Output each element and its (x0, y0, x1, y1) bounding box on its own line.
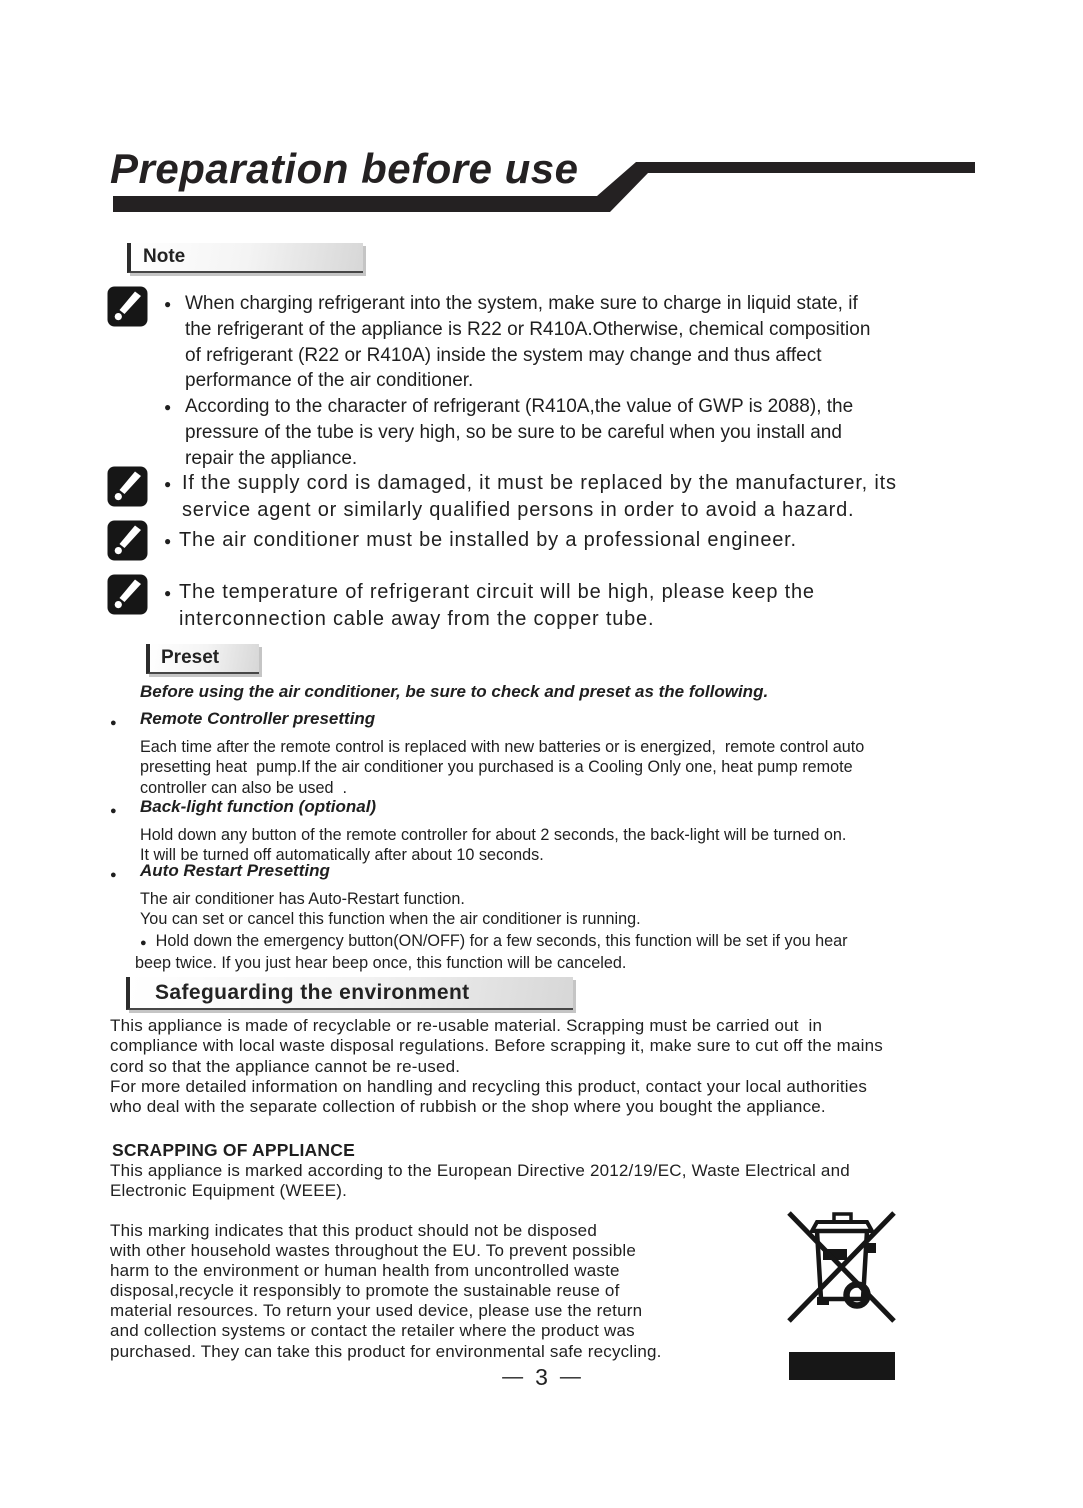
footer-dash: — (502, 1365, 524, 1388)
environment-section-header (126, 977, 573, 1010)
text-line: The air conditioner has Auto-Restart function. (140, 890, 465, 908)
warning-bullet-list (164, 286, 994, 472)
text-line: and collection systems or contact the retailer where the product was (110, 1321, 635, 1341)
preset-item-heading-row (110, 708, 990, 734)
edit-pencil-icon (107, 574, 148, 615)
warning-text (185, 291, 994, 394)
preset-item-body (140, 737, 990, 798)
text-line: purchased. They can take this product for environmental safe recycling. (110, 1341, 662, 1361)
text-line: Hold down any button of the remote controller for about 2 seconds, the back-light will be turned on. (140, 826, 847, 844)
text-line: repair the appliance. (185, 447, 358, 469)
text-line: material resources. To return your used device, please use the return (110, 1301, 643, 1321)
text-line: disposal,recycle it responsibly to promote the sustainable reuse of (110, 1281, 620, 1301)
preset-item-heading: Auto Restart Presetting (140, 861, 330, 880)
preset-intro: Before using the air conditioner, be sure to check and preset as the following. (140, 682, 769, 701)
preset-item-heading: Back-light function (optional) (140, 797, 377, 816)
edit-pencil-icon (107, 286, 148, 327)
page-title: Preparation before use (110, 145, 579, 192)
warning-text (179, 527, 994, 554)
bullet-icon: ● (110, 805, 117, 817)
text-line: of refrigerant (R22 or R410A) inside the system may change and thus affect (185, 344, 822, 366)
note-warning-group (107, 520, 994, 561)
page-number: 3 (535, 1364, 548, 1390)
note-header-label: Note (143, 246, 186, 267)
bullet-icon: ● (140, 936, 147, 949)
text-line: This marking indicates that this product should not be disposed (110, 1221, 597, 1240)
bullet-icon: ● (110, 869, 117, 881)
list-item (164, 291, 994, 394)
bullet-icon: ● (164, 477, 173, 491)
list-item (164, 470, 994, 523)
preset-item-body (140, 889, 990, 930)
preset-item-remote-controller (110, 708, 990, 798)
text-line: who deal with the separate collection of rubbish or the shop where you bought the appliance. (110, 1097, 826, 1117)
text-line: pressure of the tube is very high, so be sure to be careful when you install and (185, 421, 842, 443)
text-line: performance of the air conditioner. (185, 370, 474, 392)
bullet-icon: ● (164, 297, 172, 311)
preset-sub-bullet (110, 931, 990, 974)
preset-item-heading-row (110, 796, 990, 822)
text-line: According to the character of refrigerant (R410A,the value of GWP is 2088), the (185, 396, 854, 418)
preset-item-heading: Remote Controller presetting (140, 709, 376, 728)
text-line: This appliance is marked according to the European Directive 2012/19/EC, Waste Electrical and (110, 1161, 850, 1180)
scrapping-paragraph-1 (110, 1161, 990, 1202)
text-line: If the supply cord is damaged, it must be replaced by the manufacturer, its (182, 472, 897, 494)
warning-bullet-list (164, 466, 994, 523)
edit-pencil-icon (107, 466, 148, 507)
title-block (110, 144, 980, 222)
bullet-icon: ● (164, 534, 173, 548)
preset-item-backlight (110, 796, 990, 866)
text-line: compliance with local waste disposal regulations. Before scrapping it, make sure to cut off the mains (110, 1036, 883, 1056)
text-line: the refrigerant of the appliance is R22 or R410A.Otherwise, chemical composition (185, 318, 871, 340)
text-line: The air conditioner must be installed by a professional engineer. (179, 529, 797, 551)
environment-body (110, 1016, 990, 1117)
preset-item-heading-row (110, 860, 990, 886)
warning-bullet-list (164, 574, 994, 632)
crossed-out-wheeled-bin-icon (786, 1204, 898, 1326)
warning-text (182, 470, 994, 523)
scrapping-heading: SCRAPPING OF APPLIANCE (112, 1140, 355, 1160)
text-line: When charging refrigerant into the system, make sure to charge in liquid state, if (185, 293, 858, 314)
text-line: It will be turned off automatically after about 10 seconds. (140, 846, 544, 865)
text-line: You can set or cancel this function when the air conditioner is running. (140, 910, 641, 929)
text-line: cord so that the appliance cannot be re-used. (110, 1056, 461, 1076)
bullet-icon: ● (110, 717, 117, 729)
text-line: service agent or similarly qualified persons in order to avoid a hazard. (182, 498, 855, 521)
preset-item-auto-restart (110, 860, 990, 973)
bullet-icon: ● (164, 400, 172, 415)
preset-section-header (146, 644, 259, 674)
edit-pencil-icon (107, 520, 148, 561)
list-item (164, 527, 994, 555)
sub-bullet-text: beep twice. If you just hear beep once, this function will be canceled. (135, 953, 627, 972)
note-warning-group (107, 286, 994, 472)
sub-bullet-line (140, 931, 990, 953)
text-line: harm to the environment or human health from uncontrolled waste (110, 1261, 620, 1281)
text-line: For more detailed information on handling and recycling this product, contact your local authorities (110, 1076, 868, 1096)
list-item (164, 394, 994, 471)
note-section-header (127, 243, 363, 273)
footer-dash: — (559, 1365, 581, 1388)
note-warning-group (107, 466, 994, 523)
list-item (164, 579, 994, 632)
text-line: Electronic Equipment (WEEE). (110, 1181, 348, 1201)
scrapping-paragraph-2 (110, 1221, 750, 1362)
text-line: presetting heat pump.If the air conditioner you purchased is a Cooling Only one, heat pump remote (140, 758, 853, 777)
environment-header-label: Safeguarding the environment (155, 980, 470, 1004)
warning-text (179, 579, 994, 632)
bullet-icon: ● (164, 586, 173, 600)
warning-bullet-list (164, 520, 994, 561)
text-line: with other household wastes throughout the EU. To prevent possible (110, 1241, 637, 1261)
text-line: controller can also be used . (140, 778, 347, 797)
sub-bullet-text: Hold down the emergency button(ON/OFF) for a few seconds, this function will be set if you hear (155, 931, 848, 950)
warning-text (185, 394, 994, 471)
note-warning-group (107, 574, 994, 632)
text-line: interconnection cable away from the copper tube. (179, 607, 655, 630)
text-line: This appliance is made of recyclable or re-usable material. Scrapping must be carried out in (110, 1016, 823, 1035)
page-footer (0, 1364, 1083, 1391)
preset-header-label: Preset (161, 647, 220, 668)
text-line: The temperature of refrigerant circuit will be high, please keep the (179, 581, 815, 603)
text-line: Each time after the remote control is replaced with new batteries or is energized, remote control auto (140, 738, 865, 756)
